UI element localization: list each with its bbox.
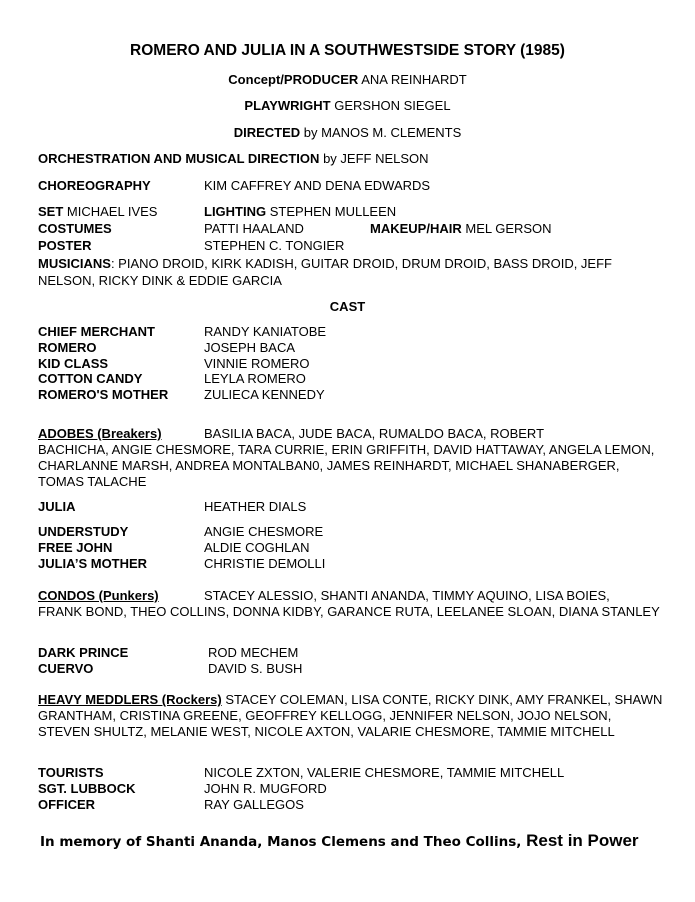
credit-role: PLAYWRIGHT — [244, 98, 331, 113]
credit-name: STEPHEN MULLEEN — [269, 204, 397, 219]
page-title: ROMERO AND JULIA IN A SOUTHWESTSIDE STORY (1985) — [130, 42, 565, 59]
credit-role: MUSICIANS — [38, 256, 111, 271]
credit-role: SET — [38, 204, 64, 219]
cast-role: COTTON CANDY — [38, 371, 143, 386]
credit-role: MAKEUP/HAIR — [370, 221, 462, 236]
credit-role: COSTUMES — [38, 221, 112, 236]
cast-role: CHIEF MERCHANT — [38, 324, 155, 339]
cast-name: CHRISTIE DEMOLLI — [204, 556, 326, 571]
credit-name: by MANOS M. CLEMENTS — [303, 125, 462, 140]
cast-name: VINNIE ROMERO — [204, 356, 310, 371]
group-members-first-line: STACEY ALESSIO, SHANTI ANANDA, TIMMY AQUINO, LISA BOIES, — [204, 588, 610, 603]
cast-name: DAVID S. BUSH — [208, 661, 303, 676]
cast-role: KID CLASS — [38, 356, 109, 371]
credit-role: CHOREOGRAPHY — [38, 178, 151, 193]
credit-name: GERSHON SIEGEL — [334, 98, 451, 113]
cast-heading: CAST — [329, 299, 366, 314]
cast-role: CUERVO — [38, 661, 94, 676]
cast-name: NICOLE ZXTON, VALERIE CHESMORE, TAMMIE MITCHELL — [204, 765, 565, 780]
cast-role: ROMERO'S MOTHER — [38, 387, 169, 402]
cast-name: ANGIE CHESMORE — [204, 524, 324, 539]
cast-name: ROD MECHEM — [208, 645, 299, 660]
credit-musicians — [38, 255, 663, 289]
credit-name: MEL GERSON — [465, 221, 552, 236]
cast-name: RAY GALLEGOS — [204, 797, 304, 812]
credit-makeup — [370, 221, 552, 236]
cast-name: ALDIE COGHLAN — [204, 540, 310, 555]
credit-concept — [0, 72, 695, 87]
credit-name: PATTI HAALAND — [204, 221, 304, 236]
memorial-text: In memory of Shanti Ananda, Manos Clemens and Theo Collins, — [40, 834, 522, 850]
credit-playwright — [0, 98, 695, 113]
credit-role: Concept/PRODUCER — [228, 72, 359, 87]
cast-name: LEYLA ROMERO — [204, 371, 306, 386]
cast-role: TOURISTS — [38, 765, 104, 780]
group-members: FRANK BOND, THEO COLLINS, DONNA KIDBY, GARANCE RUTA, LEELANEE SLOAN, DIANA STANLEY — [38, 604, 660, 619]
memorial-emphasis: Rest in Power — [526, 831, 639, 850]
group-label-condos: CONDOS (Punkers) — [38, 588, 159, 603]
cast-role: JULIA’S MOTHER — [38, 556, 148, 571]
credit-set — [38, 204, 157, 219]
group-members: BACHICHA, ANGIE CHESMORE, TARA CURRIE, ERIN GRIFFITH, DAVID HATTAWAY, ANGELA LEMON, CHARLANNE MARSH, ANDREA MONTALBAN0, JAMES REINHARDT, MICHAEL SHANABERGER, TOMAS TALACHE — [38, 442, 655, 489]
credit-orchestration — [38, 151, 429, 166]
group-label-meddlers: HEAVY MEDDLERS (Rockers) — [38, 692, 222, 707]
cast-role: UNDERSTUDY — [38, 524, 129, 539]
credit-name: KIM CAFFREY AND DENA EDWARDS — [204, 178, 431, 193]
credit-name: STEPHEN C. TONGIER — [204, 238, 345, 253]
memorial-line — [40, 831, 639, 851]
group-meddlers — [38, 692, 663, 740]
credit-role: DIRECTED — [233, 125, 301, 140]
group-members-first-line: BASILIA BACA, JUDE BACA, RUMALDO BACA, ROBERT — [204, 426, 545, 441]
group-members: STACEY COLEMAN, LISA CONTE, RICKY DINK, AMY FRANKEL, SHAWN GRANTHAM, CRISTINA GREENE, GEOFFREY KELLOGG, JENNIFER NELSON, JOJO NELSON, STEVEN SHULTZ, MELANIE WEST, NICOLE AXTON, VALARIE CHESMORE, TAMMIE MITCHELL — [38, 692, 663, 739]
credit-name: by JEFF NELSON — [323, 151, 429, 166]
cast-name: JOHN R. MUGFORD — [204, 781, 327, 796]
cast-role: SGT. LUBBOCK — [38, 781, 136, 796]
credit-name: : PIANO DROID, KIRK KADISH, GUITAR DROID, DRUM DROID, BASS DROID, JEFF NELSON, RICKY DINK & EDDIE GARCIA — [38, 256, 612, 288]
cast-name: ZULIECA KENNEDY — [204, 387, 325, 402]
credit-name: MICHAEL IVES — [66, 204, 158, 219]
cast-role: DARK PRINCE — [38, 645, 129, 660]
credit-directed — [0, 125, 695, 140]
cast-role: ROMERO — [38, 340, 97, 355]
cast-role: FREE JOHN — [38, 540, 113, 555]
cast-name: JOSEPH BACA — [204, 340, 296, 355]
group-label-adobes: ADOBES (Breakers) — [38, 426, 162, 441]
cast-role: OFFICER — [38, 797, 96, 812]
credit-role: POSTER — [38, 238, 92, 253]
credit-lighting — [204, 204, 396, 219]
cast-name: HEATHER DIALS — [204, 499, 307, 514]
credit-role: LIGHTING — [204, 204, 267, 219]
credit-role: ORCHESTRATION AND MUSICAL DIRECTION — [38, 151, 320, 166]
cast-name: RANDY KANIATOBE — [204, 324, 327, 339]
cast-role: JULIA — [38, 499, 76, 514]
credit-name: ANA REINHARDT — [361, 72, 467, 87]
